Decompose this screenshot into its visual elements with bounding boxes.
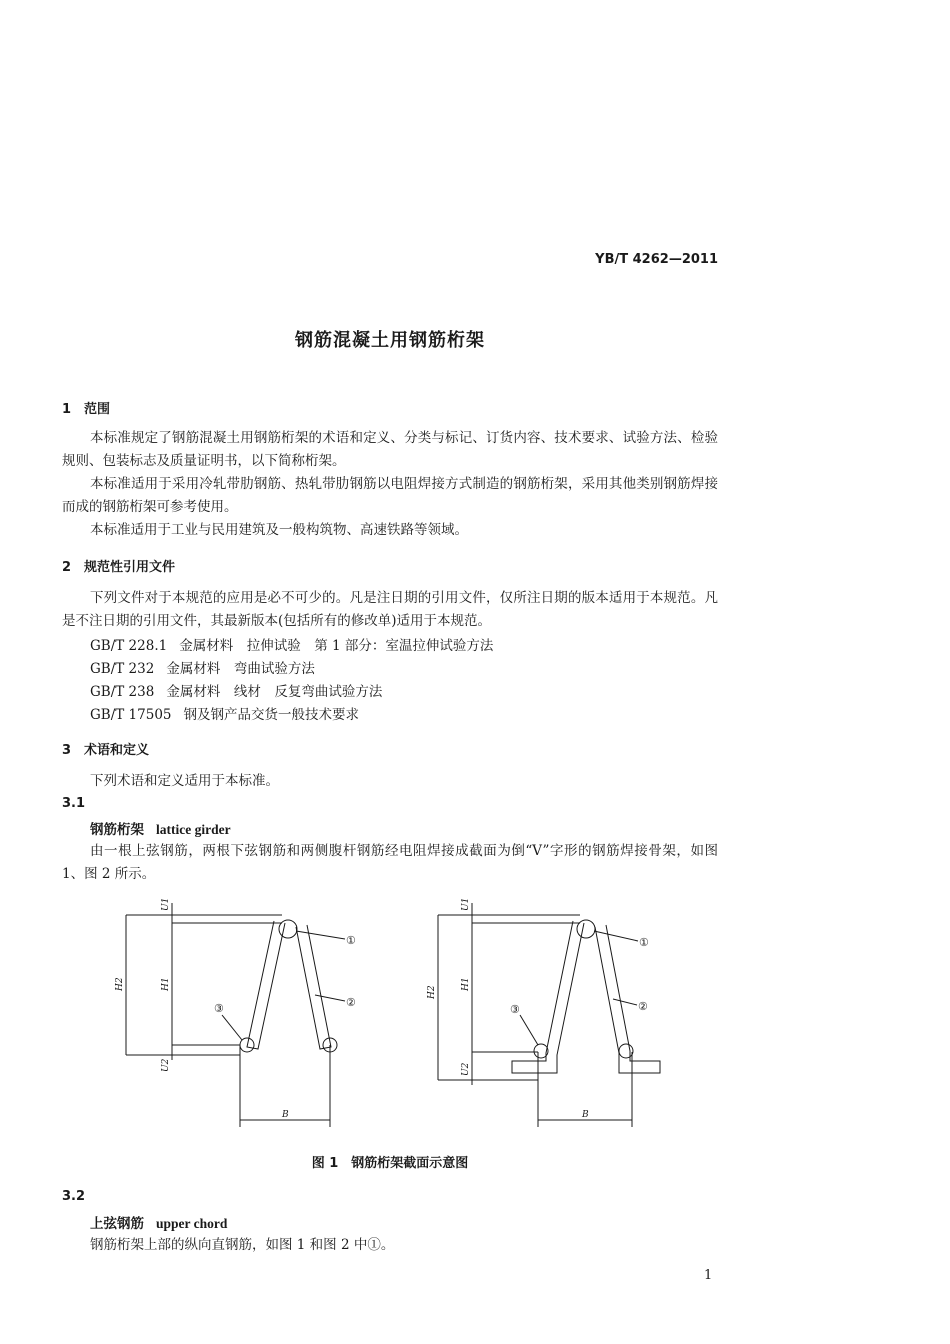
callout-3: ③ (510, 1003, 520, 1016)
reference-item (90, 657, 315, 677)
term-zh: 钢筋桁架 (90, 822, 144, 838)
dim-label-b: B (282, 1110, 289, 1120)
reference-name: 金属材料 线材 反复弯曲试验方法 (166, 684, 383, 700)
term-zh: 上弦钢筋 (90, 1216, 144, 1232)
dim-label-b: B (582, 1110, 589, 1120)
dim-label-u1: U1 (461, 897, 471, 911)
reference-item (90, 680, 382, 700)
section-1-heading (62, 398, 110, 417)
reference-name: 钢及钢产品交货一般技术要求 (183, 707, 359, 723)
section-number: 3 (62, 743, 72, 758)
section-title: 规范性引用文件 (84, 560, 176, 575)
dim-label-u2: U2 (161, 1058, 171, 1072)
section-2-heading (62, 556, 175, 575)
callout-2: ② (638, 1000, 648, 1013)
dim-label-h1: H1 (161, 977, 171, 991)
reference-code: GB/T 17505 (90, 707, 172, 723)
page-number: 1 (704, 1268, 713, 1283)
section-title: 范围 (84, 402, 111, 417)
reference-name: 金属材料 拉伸试验 第 1 部分：室温拉伸试验方法 (179, 638, 494, 654)
term-3-2-definition: 钢筋桁架上部的纵向直钢筋，如图 1 和图 2 中①。 (90, 1237, 395, 1253)
section-number: 1 (62, 402, 72, 417)
section-2-paragraph: 下列文件对于本规范的应用是必不可少的。凡是注日期的引用文件，仅所注日期的版本适用于本规范。凡是不注日期的引用文件，其最新版本(包括所有的修改单)适用于本规范。 (62, 590, 718, 629)
figure-left (126, 903, 345, 1127)
term-3-2-number: 3.2 (62, 1189, 86, 1204)
figure-caption: 图 1 钢筋桁架截面示意图 (311, 1156, 469, 1171)
lower-chord-circle (619, 1044, 633, 1058)
dim-label-h2: H2 (427, 985, 437, 999)
lattice-girder-figure (110, 895, 670, 1135)
reference-code: GB/T 228.1 (90, 638, 168, 654)
term-3-1-definition: 由一根上弦钢筋，两根下弦钢筋和两侧腹杆钢筋经电阻焊接成截面为倒“V”字形的钢筋焊接骨架，如图 1、图 2 所示。 (62, 843, 718, 882)
dim-label-h2: H2 (115, 977, 125, 991)
reference-name: 金属材料 弯曲试验方法 (166, 661, 315, 677)
reference-code: GB/T 232 (90, 661, 155, 677)
term-en: lattice girder (156, 822, 231, 837)
section-number: 2 (62, 560, 72, 575)
upper-chord-circle (279, 920, 297, 938)
section-1-paragraph-3: 本标准适用于工业与民用建筑及一般构筑物、高速铁路等领域。 (90, 522, 468, 538)
section-title: 术语和定义 (84, 743, 150, 758)
reference-code: GB/T 238 (90, 684, 155, 700)
dim-label-u1: U1 (161, 897, 171, 911)
reference-item (90, 703, 359, 723)
reference-item (90, 634, 493, 654)
section-3-heading (62, 739, 149, 758)
term-en: upper chord (156, 1216, 228, 1231)
document-title: 钢筋混凝土用钢筋桁架 (295, 330, 485, 351)
dim-label-h1: H1 (461, 977, 471, 991)
section-1-paragraph-1: 本标准规定了钢筋混凝土用钢筋桁架的术语和定义、分类与标记、订货内容、技术要求、试验方法、检验规则、包装标志及质量证明书，以下简称桁架。 (62, 430, 718, 469)
callout-2: ② (346, 996, 356, 1009)
term-3-2-title (90, 1212, 227, 1232)
section-3-paragraph: 下列术语和定义适用于本标准。 (90, 773, 279, 789)
figure-right (438, 903, 660, 1127)
upper-chord-circle (577, 920, 595, 938)
callout-1: ① (346, 934, 356, 947)
dim-label-u2: U2 (461, 1062, 471, 1076)
callout-1: ① (639, 936, 649, 949)
callout-3: ③ (214, 1002, 224, 1015)
standard-code: YB/T 4262—2011 (595, 252, 718, 267)
term-3-1-number: 3.1 (62, 796, 86, 811)
term-3-1-title (90, 818, 231, 838)
section-1-paragraph-2: 本标准适用于采用冷轧带肋钢筋、热轧带肋钢筋以电阻焊接方式制造的钢筋桁架，采用其他类别钢筋焊接而成的钢筋桁架可参考使用。 (62, 476, 718, 515)
